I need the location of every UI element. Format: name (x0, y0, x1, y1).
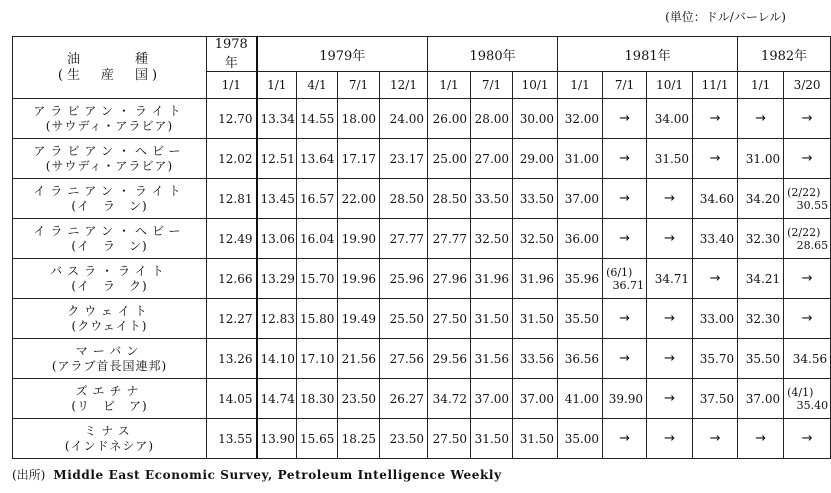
price-cell: 26.00 (428, 99, 471, 139)
price-cell: 27.50 (428, 419, 471, 459)
price-cell: 23.50 (338, 379, 380, 419)
price-cell: 36.00 (558, 219, 603, 259)
unchanged-arrow: → (647, 379, 693, 419)
date-header: 7/1 (338, 72, 380, 99)
price-cell: 18.30 (297, 379, 338, 419)
date-header: 1/1 (428, 72, 471, 99)
price-cell (784, 219, 831, 259)
producer-country: (サウディ・アラビア) (45, 118, 174, 133)
unchanged-arrow: → (647, 339, 693, 379)
year-header-row (13, 37, 831, 72)
price-cell: 13.45 (257, 179, 297, 219)
unchanged-arrow: → (647, 219, 693, 259)
price-change-date: (6/1) (606, 265, 633, 279)
table-row (13, 339, 831, 379)
price-cell: 34.56 (784, 339, 831, 379)
price-cell: 14.55 (297, 99, 338, 139)
source-text: Middle East Economic Survey, Petroleum Intelligence Weekly (53, 468, 502, 482)
price-cell: 31.50 (471, 419, 513, 459)
price-cell: 23.50 (380, 419, 428, 459)
price-cell: 28.00 (471, 99, 513, 139)
price-cell: 28.50 (380, 179, 428, 219)
date-header: 3/20 (784, 72, 831, 99)
price-cell: 32.30 (738, 299, 784, 339)
price-cell: 17.10 (297, 339, 338, 379)
price-cell: 31.00 (558, 139, 603, 179)
source-prefix: (出所) (12, 468, 46, 482)
price-cell: 34.60 (693, 179, 738, 219)
year-header: 1979年 (257, 37, 428, 72)
unchanged-arrow: → (784, 259, 831, 299)
price-cell: 22.00 (338, 179, 380, 219)
price-cell: 31.50 (513, 299, 558, 339)
crude-price-table (12, 36, 831, 459)
producer-country: (イ ラ ン) (71, 238, 148, 253)
date-header: 7/1 (603, 72, 647, 99)
date-header: 11/1 (693, 72, 738, 99)
table-row (13, 379, 831, 419)
unchanged-arrow: → (693, 419, 738, 459)
crude-name-cell (13, 99, 207, 139)
year-header: 1982年 (738, 37, 831, 72)
unchanged-arrow: → (693, 139, 738, 179)
price-change-date: (2/22) (787, 225, 821, 239)
price-cell: 41.00 (558, 379, 603, 419)
price-cell: 12.70 (207, 99, 257, 139)
price-cell: 32.50 (471, 219, 513, 259)
price-cell: 34.20 (738, 179, 784, 219)
crude-name: アラビアン・ヘビー (33, 143, 186, 158)
price-cell: 13.29 (257, 259, 297, 299)
crude-name: バスラ・ライト (50, 263, 169, 278)
crude-name: イラニアン・ヘビー (33, 223, 186, 238)
price-cell: 14.74 (257, 379, 297, 419)
year-header: 1980年 (428, 37, 558, 72)
date-header: 1/1 (738, 72, 784, 99)
unchanged-arrow: → (603, 419, 647, 459)
table-row (13, 139, 831, 179)
unchanged-arrow: → (603, 179, 647, 219)
price-cell: 32.50 (513, 219, 558, 259)
price-cell: 29.00 (513, 139, 558, 179)
price-cell: 37.00 (471, 379, 513, 419)
year-header: 1978年 (207, 37, 257, 72)
crude-name: イラニアン・ライト (33, 183, 186, 198)
crude-column-header (13, 37, 207, 99)
unchanged-arrow: → (693, 99, 738, 139)
crude-name-cell (13, 379, 207, 419)
unchanged-arrow: → (647, 419, 693, 459)
price-cell: 34.71 (647, 259, 693, 299)
price-cell: 27.00 (471, 139, 513, 179)
table-body (13, 99, 831, 459)
crude-name-cell (13, 419, 207, 459)
price-cell: 21.56 (338, 339, 380, 379)
unchanged-arrow: → (647, 179, 693, 219)
price-cell: 19.96 (338, 259, 380, 299)
price-cell: 19.90 (338, 219, 380, 259)
price-cell (603, 259, 647, 299)
price-cell: 27.96 (428, 259, 471, 299)
price-cell: 18.00 (338, 99, 380, 139)
unchanged-arrow: → (784, 99, 831, 139)
price-value: 36.71 (612, 278, 645, 292)
price-cell: 34.00 (647, 99, 693, 139)
price-cell: 31.50 (513, 419, 558, 459)
table-row (13, 259, 831, 299)
crude-name: アラビアン・ライト (33, 103, 186, 118)
price-cell: 31.96 (513, 259, 558, 299)
price-cell: 33.56 (513, 339, 558, 379)
price-cell: 31.96 (471, 259, 513, 299)
producer-country: (イ ラ ク) (71, 278, 148, 293)
price-cell: 37.00 (513, 379, 558, 419)
price-cell: 12.27 (207, 299, 257, 339)
price-cell: 29.56 (428, 339, 471, 379)
price-change-date: (4/1) (787, 385, 814, 399)
unchanged-arrow: → (603, 139, 647, 179)
unchanged-arrow: → (647, 299, 693, 339)
price-cell: 15.70 (297, 259, 338, 299)
price-cell: 26.27 (380, 379, 428, 419)
unchanged-arrow: → (693, 259, 738, 299)
price-cell (784, 179, 831, 219)
price-cell: 34.21 (738, 259, 784, 299)
price-cell: 30.00 (513, 99, 558, 139)
price-cell: 35.50 (558, 299, 603, 339)
price-cell: 23.17 (380, 139, 428, 179)
crude-name: ズエチナ (75, 383, 144, 398)
date-header: 12/1 (380, 72, 428, 99)
unchanged-arrow: → (603, 99, 647, 139)
price-cell: 27.56 (380, 339, 428, 379)
price-cell: 17.17 (338, 139, 380, 179)
producer-country: (アラブ首長国連邦) (51, 358, 168, 373)
unchanged-arrow: → (784, 299, 831, 339)
producer-country: (リ ビ ア) (71, 398, 148, 413)
crude-name-cell (13, 299, 207, 339)
price-cell: 27.77 (428, 219, 471, 259)
price-cell: 33.00 (693, 299, 738, 339)
unchanged-arrow: → (738, 99, 784, 139)
date-header: 4/1 (297, 72, 338, 99)
price-cell: 37.00 (738, 379, 784, 419)
crude-name-cell (13, 139, 207, 179)
crude-name-cell (13, 179, 207, 219)
date-header: 1/1 (207, 72, 257, 99)
crude-name: クウェイト (67, 303, 152, 318)
unchanged-arrow: → (603, 339, 647, 379)
price-cell: 15.65 (297, 419, 338, 459)
crude-name-cell (13, 339, 207, 379)
table-row (13, 299, 831, 339)
price-value: 28.65 (796, 238, 829, 252)
price-cell: 18.25 (338, 419, 380, 459)
crude-name-cell (13, 219, 207, 259)
producer-country: (サウディ・アラビア) (45, 158, 174, 173)
date-header: 10/1 (647, 72, 693, 99)
country-label: (生 産 国) (57, 67, 162, 83)
date-header: 1/1 (257, 72, 297, 99)
price-cell: 32.00 (558, 99, 603, 139)
price-cell: 25.50 (380, 299, 428, 339)
price-cell: 35.96 (558, 259, 603, 299)
price-cell: 25.00 (428, 139, 471, 179)
unit-label: (単位：ドル/バーレル) (665, 10, 786, 24)
producer-country: (クウェイト) (71, 318, 148, 333)
table-row (13, 179, 831, 219)
price-cell: 13.64 (297, 139, 338, 179)
price-cell: 33.50 (513, 179, 558, 219)
table-row (13, 419, 831, 459)
price-cell: 36.56 (558, 339, 603, 379)
price-cell: 13.90 (257, 419, 297, 459)
price-cell: 37.00 (558, 179, 603, 219)
source-note (12, 466, 502, 483)
crude-name: マーバン (75, 343, 144, 358)
price-cell: 12.51 (257, 139, 297, 179)
date-header: 1/1 (558, 72, 603, 99)
date-header: 7/1 (471, 72, 513, 99)
price-cell: 27.77 (380, 219, 428, 259)
price-cell (784, 379, 831, 419)
price-cell: 28.50 (428, 179, 471, 219)
price-cell: 19.49 (338, 299, 380, 339)
year-header: 1981年 (558, 37, 738, 72)
price-cell: 27.50 (428, 299, 471, 339)
price-cell: 16.04 (297, 219, 338, 259)
price-cell: 24.00 (380, 99, 428, 139)
price-value: 35.40 (796, 398, 829, 412)
table-row (13, 99, 831, 139)
price-cell: 37.50 (693, 379, 738, 419)
price-cell: 33.40 (693, 219, 738, 259)
price-value: 30.55 (796, 198, 829, 212)
price-cell: 33.50 (471, 179, 513, 219)
price-cell: 35.00 (558, 419, 603, 459)
price-cell: 12.81 (207, 179, 257, 219)
price-cell: 15.80 (297, 299, 338, 339)
producer-country: (インドネシア) (64, 438, 155, 453)
unchanged-arrow: → (603, 299, 647, 339)
unchanged-arrow: → (603, 219, 647, 259)
price-change-date: (2/22) (787, 185, 821, 199)
price-cell: 14.05 (207, 379, 257, 419)
unchanged-arrow: → (738, 419, 784, 459)
price-cell: 16.57 (297, 179, 338, 219)
price-cell: 31.50 (647, 139, 693, 179)
price-cell: 35.70 (693, 339, 738, 379)
crude-label: 油 種 (66, 51, 152, 67)
table-header (13, 37, 831, 99)
price-cell: 13.55 (207, 419, 257, 459)
unchanged-arrow: → (784, 419, 831, 459)
price-cell: 13.26 (207, 339, 257, 379)
date-header: 10/1 (513, 72, 558, 99)
crude-name-cell (13, 259, 207, 299)
price-cell: 39.90 (603, 379, 647, 419)
unchanged-arrow: → (784, 139, 831, 179)
producer-country: (イ ラ ン) (71, 198, 148, 213)
price-cell: 35.50 (738, 339, 784, 379)
price-cell: 12.83 (257, 299, 297, 339)
price-cell: 34.72 (428, 379, 471, 419)
price-cell: 32.30 (738, 219, 784, 259)
price-cell: 31.00 (738, 139, 784, 179)
price-cell: 25.96 (380, 259, 428, 299)
crude-name: ミナス (84, 423, 135, 438)
price-cell: 13.06 (257, 219, 297, 259)
price-cell: 31.50 (471, 299, 513, 339)
price-cell: 12.02 (207, 139, 257, 179)
price-cell: 13.34 (257, 99, 297, 139)
price-cell: 12.66 (207, 259, 257, 299)
table-row (13, 219, 831, 259)
price-cell: 12.49 (207, 219, 257, 259)
price-cell: 14.10 (257, 339, 297, 379)
price-cell: 31.56 (471, 339, 513, 379)
